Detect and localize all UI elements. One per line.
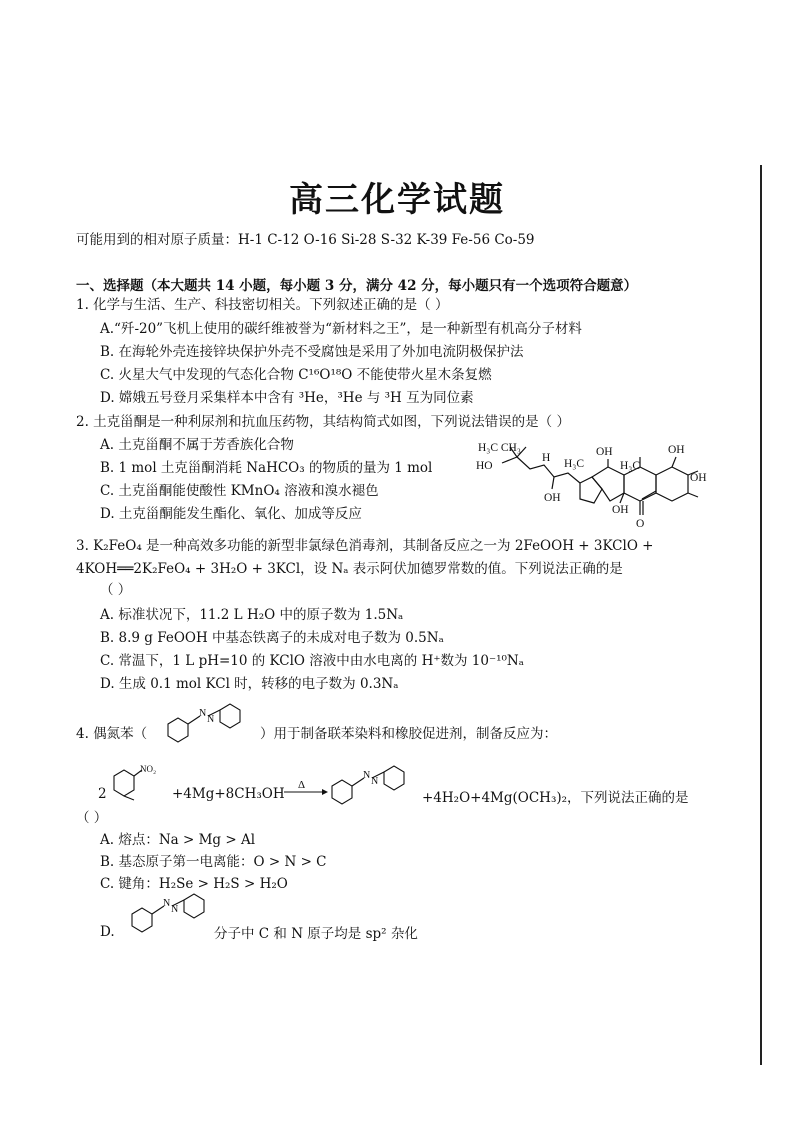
q2-option-d: D. 土克甾酮能发生酯化、氧化、加成等反应	[100, 506, 362, 522]
struct-label-h: H	[542, 452, 551, 464]
struct-label-oh-bot: OH	[612, 504, 629, 516]
q4-option-d-text: 分子中 C 和 N 原子均是 sp² 杂化	[214, 926, 418, 942]
q1-stem: 1. 化学与生活、生产、科技密切相关。下列叙述正确的是（ ）	[76, 297, 449, 313]
q3-option-d: D. 生成 0.1 mol KCl 时，转移的电子数为 0.3Nₐ	[100, 676, 399, 692]
q4-coefficient: 2	[98, 786, 107, 802]
q2-stem: 2. 土克甾酮是一种利尿剂和抗血压药物，其结构简式如图，下列说法错误的是（ ）	[76, 414, 570, 430]
reaction-arrow-icon	[282, 778, 328, 798]
azobenzene-product-icon	[324, 760, 424, 806]
q4-answer-paren: （ ）	[76, 810, 108, 826]
q2-option-a: A. 土克甾酮不属于芳香族化合物	[100, 437, 294, 453]
atomic-masses-line: 可能用到的相对原子质量：H-1 C-12 O-16 Si-28 S-32 K-39 Fe-56 Co-59	[76, 232, 535, 248]
q3-stem-line1: 3. K₂FeO₄ 是一种高效多功能的新型非氯绿色消毒剂，其制备反应之一为 2FeOOH + 3KClO +	[76, 538, 654, 554]
azo-p-n2: N	[371, 776, 379, 787]
binding-margin-line	[760, 165, 762, 1065]
q3-option-b: B. 8.9 g FeOOH 中基态铁离子的未成对电子数为 0.5Nₐ	[100, 630, 444, 646]
arrow-condition: Δ	[298, 779, 306, 791]
q4-option-d-label: D.	[100, 924, 115, 940]
azo-d-n1: N	[163, 898, 171, 909]
nitrotoluene-structure-icon	[106, 760, 166, 806]
struct-label-oh-top: OH	[596, 446, 613, 458]
q1-option-a: A.“歼-20”飞机上使用的碳纤维被誉为“新材料之王”，是一种新型有机高分子材料	[100, 321, 582, 337]
section-heading: 一、选择题（本大题共 14 小题，每小题 3 分，满分 42 分，每小题只有一个选项符合题意）	[76, 278, 638, 294]
q4-stem-post: ）用于制备联苯染料和橡胶促进剂，制备反应为：	[260, 726, 557, 742]
q2-option-b: B. 1 mol 土克甾酮消耗 NaHCO₃ 的物质的量为 1 mol	[100, 460, 433, 476]
steroid-structure-diagram	[472, 437, 707, 532]
struct-label-oh-tr: OH	[668, 444, 685, 456]
q1-option-b: B. 在海轮外壳连接锌块保护外壳不受腐蚀是采用了外加电流阴极保护法	[100, 344, 524, 360]
page-title: 高三化学试题	[289, 180, 505, 220]
q3-stem-line2: 4KOH══2K₂FeO₄ + 3H₂O + 3KCl，设 Nₐ 表示阿伏加德罗常数的值。下列说法正确的是	[76, 561, 623, 577]
q3-option-c: C. 常温下，1 L pH=10 的 KClO 溶液中由水电离的 H⁺数为 10⁻¹⁰Nₐ	[100, 653, 524, 669]
struct-label-h3c-ch3: H₃C CH₃	[478, 442, 521, 454]
q3-answer-paren: （ ）	[100, 582, 132, 598]
q3-option-a: A. 标准状况下，11.2 L H₂O 中的原子数为 1.5Nₐ	[100, 607, 404, 623]
q4-option-b: B. 基态原子第一电离能：O > N > C	[100, 854, 327, 870]
struct-label-h3c-2: H₃C	[620, 460, 640, 472]
no2-label: NO₂	[140, 764, 157, 774]
struct-label-ho: HO	[476, 460, 493, 472]
azo-p-n1: N	[363, 770, 371, 781]
q1-option-c: C. 火星大气中发现的气态化合物 C¹⁶O¹⁸O 不能使带火星木条复燃	[100, 367, 492, 383]
q2-option-c: C. 土克甾酮能使酸性 KMnO₄ 溶液和溴水褪色	[100, 483, 379, 499]
struct-label-o: O	[636, 518, 645, 530]
azo-d-n2: N	[171, 904, 179, 915]
struct-label-h3c-1: H₃C	[564, 458, 584, 470]
q4-option-a: A. 熔点：Na > Mg > Al	[100, 832, 256, 848]
struct-label-oh-r: OH	[690, 472, 707, 484]
struct-label-oh-mid: OH	[544, 492, 561, 504]
q4-products: +4H₂O+4Mg(OCH₃)₂，下列说法正确的是	[422, 790, 689, 806]
azo-n1: N	[199, 708, 207, 719]
azobenzene-structure-icon	[160, 698, 260, 744]
q4-option-c: C. 键角：H₂Se > H₂S > H₂O	[100, 876, 288, 892]
q4-stem-pre: 4. 偶氮苯（	[76, 726, 148, 742]
q4-reactants: +4Mg+8CH₃OH	[172, 786, 285, 802]
q1-option-d: D. 嫦娥五号登月采集样本中含有 ³He，³He 与 ³H 互为同位素	[100, 390, 474, 406]
azobenzene-option-d-icon	[124, 888, 224, 934]
azo-n2: N	[207, 714, 215, 725]
